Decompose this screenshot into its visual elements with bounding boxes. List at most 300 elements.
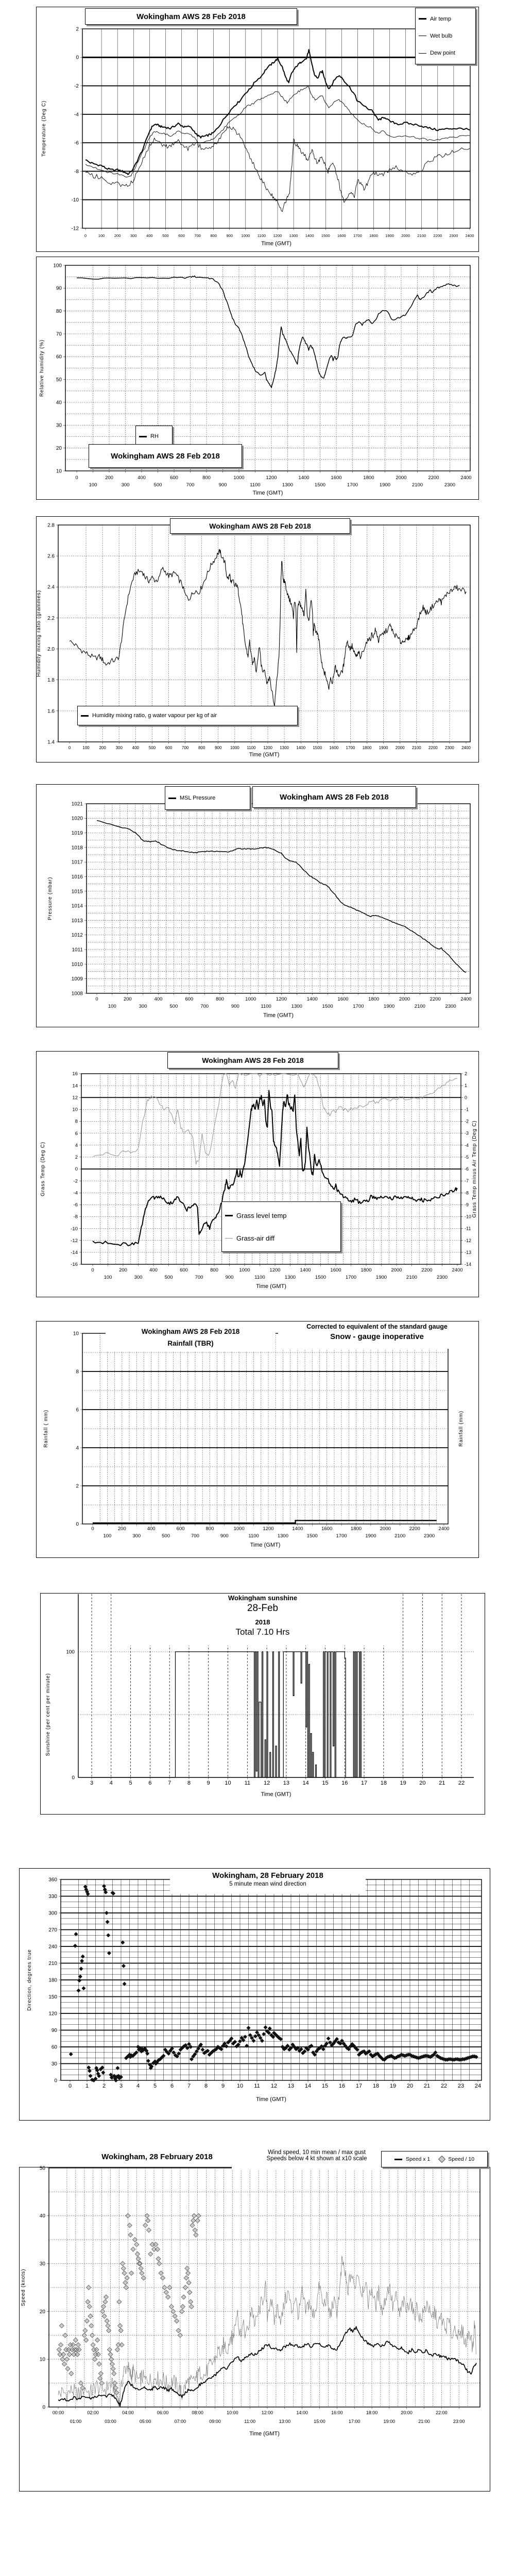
svg-text:2: 2 — [76, 1483, 79, 1489]
legend — [221, 1201, 341, 1252]
svg-text:1.4: 1.4 — [47, 739, 55, 745]
chart-date: 28-Feb — [247, 1603, 279, 1614]
svg-text:-8: -8 — [74, 168, 79, 175]
svg-text:1800: 1800 — [360, 1267, 372, 1273]
svg-text:8: 8 — [204, 2083, 208, 2089]
svg-text:1100: 1100 — [248, 1533, 259, 1539]
svg-text:18: 18 — [372, 2083, 380, 2089]
svg-text:0: 0 — [42, 2404, 45, 2411]
svg-text:100: 100 — [98, 233, 105, 238]
svg-text:4: 4 — [75, 1142, 78, 1148]
svg-text:1400: 1400 — [305, 233, 314, 238]
svg-text:Relative humidity (%): Relative humidity (%) — [39, 339, 45, 397]
svg-text:24: 24 — [474, 2083, 482, 2089]
humidity-plot — [0, 252, 515, 503]
svg-text:1021: 1021 — [71, 801, 83, 807]
svg-text:90: 90 — [51, 2027, 57, 2033]
sunshine-total: Total 7.10 Hrs — [235, 1627, 290, 1637]
svg-text:2200: 2200 — [409, 1526, 420, 1532]
svg-text:0: 0 — [72, 1775, 75, 1781]
svg-text:01:00: 01:00 — [70, 2419, 82, 2424]
svg-text:21:00: 21:00 — [418, 2419, 430, 2424]
svg-text:Time (GMT): Time (GMT) — [250, 1542, 281, 1548]
svg-text:1010: 1010 — [71, 961, 83, 968]
svg-text:17:00: 17:00 — [348, 2419, 360, 2424]
svg-text:-8: -8 — [73, 1214, 78, 1220]
svg-text:1000: 1000 — [233, 475, 245, 481]
svg-text:500: 500 — [162, 1533, 170, 1539]
svg-text:1.6: 1.6 — [47, 708, 55, 715]
svg-text:5: 5 — [129, 1780, 132, 1786]
svg-text:12: 12 — [270, 2083, 278, 2089]
svg-text:1008: 1008 — [71, 991, 83, 997]
svg-text:10: 10 — [72, 1107, 78, 1113]
svg-text:400: 400 — [149, 1267, 158, 1273]
svg-text:-6: -6 — [465, 1166, 469, 1172]
svg-text:-9: -9 — [465, 1202, 469, 1208]
svg-text:2100: 2100 — [411, 482, 423, 488]
svg-text:300: 300 — [134, 1275, 143, 1280]
chart-title: Wokingham sunshine — [228, 1594, 298, 1602]
svg-text:2000: 2000 — [391, 1267, 402, 1273]
svg-text:500: 500 — [153, 482, 162, 488]
svg-text:700: 700 — [194, 233, 201, 238]
svg-text:1900: 1900 — [384, 1004, 395, 1009]
svg-text:1500: 1500 — [315, 1275, 327, 1280]
svg-text:2.6: 2.6 — [47, 553, 55, 560]
svg-text:10: 10 — [236, 2083, 244, 2089]
svg-text:500: 500 — [164, 1275, 173, 1280]
svg-text:1011: 1011 — [72, 947, 83, 953]
svg-text:Time (GMT): Time (GMT) — [252, 490, 283, 496]
svg-text:07:00: 07:00 — [174, 2419, 186, 2424]
svg-text:3: 3 — [119, 2083, 123, 2089]
svg-text:-8: -8 — [465, 1190, 469, 1196]
svg-text:2400: 2400 — [461, 745, 471, 750]
wind-speed-title — [72, 2153, 242, 2165]
svg-text:13:00: 13:00 — [279, 2419, 291, 2424]
svg-text:1700: 1700 — [345, 1275, 357, 1280]
svg-text:19: 19 — [389, 2083, 397, 2089]
svg-text:1800: 1800 — [369, 233, 378, 238]
svg-text:14:00: 14:00 — [296, 2410, 308, 2415]
svg-text:3: 3 — [90, 1780, 94, 1786]
svg-text:22:00: 22:00 — [436, 2410, 448, 2415]
svg-text:18: 18 — [380, 1780, 387, 1786]
svg-text:0: 0 — [91, 1526, 94, 1532]
svg-text:21: 21 — [423, 2083, 431, 2089]
svg-text:19: 19 — [400, 1780, 406, 1786]
svg-text:1: 1 — [465, 1083, 468, 1089]
svg-text:1014: 1014 — [71, 903, 83, 909]
svg-text:1000: 1000 — [245, 996, 256, 1002]
svg-text:-3: -3 — [465, 1130, 469, 1136]
svg-text:1500: 1500 — [322, 1004, 333, 1009]
svg-text:700: 700 — [200, 1004, 209, 1009]
svg-text:1300: 1300 — [282, 482, 294, 488]
thick-line-icon — [81, 715, 89, 717]
svg-text:400: 400 — [147, 1526, 156, 1532]
svg-text:900: 900 — [225, 1275, 234, 1280]
svg-text:2000: 2000 — [395, 745, 405, 750]
svg-text:210: 210 — [48, 1960, 57, 1967]
chart-title-box — [167, 1052, 338, 1069]
thin-line-icon — [419, 53, 426, 54]
svg-text:800: 800 — [205, 1526, 214, 1532]
svg-text:1400: 1400 — [292, 1526, 303, 1532]
chart-mixing-ratio — [0, 513, 515, 762]
svg-text:0: 0 — [76, 55, 79, 61]
svg-text:06:00: 06:00 — [157, 2410, 169, 2415]
svg-text:Time (GMT): Time (GMT) — [263, 1012, 294, 1019]
svg-text:18:00: 18:00 — [366, 2410, 378, 2415]
svg-text:7: 7 — [168, 1780, 171, 1786]
svg-text:2100: 2100 — [411, 745, 421, 750]
svg-text:6: 6 — [75, 1130, 78, 1137]
svg-text:-1: -1 — [465, 1107, 469, 1112]
svg-text:1500: 1500 — [314, 482, 326, 488]
svg-text:0: 0 — [465, 1095, 468, 1100]
svg-text:0: 0 — [54, 2078, 57, 2084]
svg-text:800: 800 — [210, 1267, 218, 1273]
svg-text:900: 900 — [218, 482, 227, 488]
svg-text:400: 400 — [154, 996, 163, 1002]
svg-text:1300: 1300 — [289, 233, 298, 238]
svg-text:-16: -16 — [71, 1262, 78, 1268]
svg-text:2100: 2100 — [417, 233, 426, 238]
svg-text:900: 900 — [220, 1533, 229, 1539]
svg-text:03:00: 03:00 — [105, 2419, 116, 2424]
chart-subtitle: Rainfall (TBR) — [167, 1339, 214, 1347]
svg-text:150: 150 — [48, 1994, 57, 2000]
svg-text:1015: 1015 — [71, 889, 83, 895]
svg-text:70: 70 — [56, 331, 62, 337]
svg-text:800: 800 — [202, 475, 211, 481]
svg-text:7: 7 — [187, 2083, 191, 2089]
svg-text:100: 100 — [53, 263, 62, 269]
svg-text:-12: -12 — [71, 226, 79, 232]
svg-text:2.2: 2.2 — [47, 615, 55, 621]
svg-text:2: 2 — [75, 1155, 78, 1161]
svg-text:2300: 2300 — [424, 1533, 435, 1539]
chart-pressure — [0, 780, 515, 1030]
svg-text:09:00: 09:00 — [209, 2419, 221, 2424]
svg-text:1000: 1000 — [230, 745, 239, 750]
svg-text:1100: 1100 — [254, 1275, 265, 1280]
svg-text:1800: 1800 — [368, 996, 380, 1002]
rainfall-plot — [0, 1317, 515, 1560]
svg-text:Pressure (mbar): Pressure (mbar) — [47, 876, 53, 921]
svg-text:23: 23 — [457, 2083, 465, 2089]
svg-text:1600: 1600 — [329, 745, 339, 750]
svg-text:1009: 1009 — [71, 976, 83, 982]
svg-text:2100: 2100 — [394, 1533, 406, 1539]
svg-text:2300: 2300 — [445, 1004, 456, 1009]
svg-text:11: 11 — [254, 2083, 260, 2089]
svg-text:17: 17 — [355, 2083, 363, 2089]
svg-text:Grass Temp minus Air Temp (Deg: Grass Temp minus Air Temp (Deg C) — [472, 1120, 477, 1218]
svg-text:-2: -2 — [465, 1118, 469, 1124]
svg-text:900: 900 — [215, 745, 222, 750]
svg-text:200: 200 — [123, 996, 132, 1002]
svg-text:00:00: 00:00 — [52, 2410, 64, 2415]
svg-text:2400: 2400 — [460, 475, 472, 481]
svg-text:1200: 1200 — [276, 996, 287, 1002]
thick-line-icon — [139, 436, 147, 437]
wind-speed-plot — [0, 2148, 515, 2499]
svg-text:1000: 1000 — [239, 1267, 250, 1273]
svg-text:17: 17 — [360, 1780, 368, 1786]
grass-temp-plot — [0, 1047, 515, 1299]
svg-text:-13: -13 — [465, 1249, 472, 1255]
svg-text:1300: 1300 — [284, 1275, 296, 1280]
svg-text:20: 20 — [39, 2309, 45, 2315]
svg-text:1000: 1000 — [233, 1526, 245, 1532]
svg-text:30: 30 — [51, 2061, 57, 2067]
svg-text:40: 40 — [39, 2213, 45, 2219]
svg-text:700: 700 — [186, 482, 195, 488]
svg-text:60: 60 — [51, 2044, 57, 2050]
svg-text:Time (GMT): Time (GMT) — [261, 241, 291, 247]
svg-text:0: 0 — [95, 996, 98, 1002]
svg-text:1400: 1400 — [296, 745, 306, 750]
svg-text:2300: 2300 — [444, 482, 456, 488]
svg-text:1400: 1400 — [300, 1267, 311, 1273]
legend-item: Speed x 1 — [394, 2156, 430, 2162]
svg-text:600: 600 — [176, 1526, 185, 1532]
svg-text:1900: 1900 — [379, 745, 388, 750]
svg-text:10: 10 — [225, 1780, 231, 1786]
svg-text:23:00: 23:00 — [453, 2419, 465, 2424]
svg-text:900: 900 — [231, 1004, 239, 1009]
svg-text:2300: 2300 — [436, 1275, 448, 1280]
svg-text:15:00: 15:00 — [314, 2419, 325, 2424]
svg-text:-4: -4 — [465, 1142, 469, 1148]
svg-text:1700: 1700 — [347, 482, 358, 488]
svg-text:600: 600 — [185, 996, 194, 1002]
svg-text:400: 400 — [146, 233, 153, 238]
svg-text:100: 100 — [66, 1649, 75, 1655]
svg-text:300: 300 — [130, 233, 137, 238]
svg-text:1500: 1500 — [321, 233, 330, 238]
svg-text:120: 120 — [48, 2011, 57, 2017]
svg-text:200: 200 — [105, 475, 113, 481]
svg-text:300: 300 — [115, 745, 123, 750]
chart-wind-direction — [0, 1864, 515, 2123]
svg-text:200: 200 — [99, 745, 106, 750]
legend-item: RH — [139, 433, 159, 439]
svg-text:2400: 2400 — [438, 1526, 450, 1532]
svg-text:1300: 1300 — [280, 745, 289, 750]
svg-text:4: 4 — [109, 1780, 113, 1786]
svg-text:1500: 1500 — [313, 745, 322, 750]
svg-text:1900: 1900 — [365, 1533, 376, 1539]
svg-text:1300: 1300 — [277, 1533, 288, 1539]
svg-text:2400: 2400 — [465, 233, 474, 238]
svg-text:4: 4 — [136, 2083, 140, 2089]
legend-item: Humidity mixing ratio, g water vapour per kg of air — [81, 713, 217, 719]
chart-title: Wokingham, 28 February 2018 — [212, 1871, 323, 1880]
svg-text:1600: 1600 — [330, 1267, 341, 1273]
svg-text:9: 9 — [221, 2083, 225, 2089]
thick-line-icon — [394, 2159, 402, 2160]
svg-text:1100: 1100 — [261, 1004, 271, 1009]
svg-text:200: 200 — [114, 233, 121, 238]
legend — [77, 706, 298, 725]
legend — [415, 8, 476, 64]
svg-text:2: 2 — [102, 2083, 106, 2089]
svg-text:2100: 2100 — [414, 1004, 425, 1009]
chart-temperature — [0, 4, 515, 255]
svg-text:400: 400 — [138, 475, 146, 481]
svg-text:40: 40 — [56, 400, 62, 406]
svg-text:270: 270 — [48, 1927, 57, 1933]
chart-sunshine — [0, 1589, 515, 1816]
svg-text:8: 8 — [187, 1780, 191, 1786]
svg-text:1400: 1400 — [298, 475, 310, 481]
svg-text:100: 100 — [89, 482, 97, 488]
svg-text:-10: -10 — [71, 1226, 78, 1232]
svg-text:-2: -2 — [74, 83, 79, 89]
svg-text:50: 50 — [56, 377, 62, 383]
chart-title: Wokingham AWS 28 Feb 2018 — [280, 792, 389, 802]
diamond-icon — [438, 2156, 445, 2163]
thick-line-icon — [168, 798, 176, 799]
svg-text:2300: 2300 — [445, 745, 454, 750]
svg-text:100: 100 — [108, 1004, 116, 1009]
svg-text:2200: 2200 — [433, 233, 442, 238]
svg-text:8: 8 — [75, 1118, 78, 1125]
wind-direction-title-block — [170, 1871, 366, 1894]
chart-title: Wokingham AWS 28 Feb 2018 — [202, 1056, 304, 1064]
svg-text:6: 6 — [76, 1407, 79, 1413]
legend-item: Grass level temp — [225, 1212, 287, 1219]
svg-text:13: 13 — [287, 2083, 295, 2089]
svg-text:22: 22 — [458, 1780, 465, 1786]
svg-text:1400: 1400 — [306, 996, 318, 1002]
svg-text:2.4: 2.4 — [47, 584, 55, 590]
svg-text:200: 200 — [117, 1526, 126, 1532]
svg-text:20:00: 20:00 — [401, 2410, 413, 2415]
legend — [381, 2151, 488, 2167]
svg-text:1600: 1600 — [337, 996, 349, 1002]
chart-subtitle: Wind speed, 10 min mean / max gust — [268, 2149, 366, 2156]
svg-text:16:00: 16:00 — [331, 2410, 343, 2415]
svg-text:1600: 1600 — [331, 475, 342, 481]
svg-text:0: 0 — [75, 1166, 78, 1173]
svg-text:16: 16 — [338, 2083, 346, 2089]
svg-text:700: 700 — [195, 1275, 203, 1280]
svg-text:1100: 1100 — [247, 745, 256, 750]
svg-text:4: 4 — [76, 1445, 79, 1451]
svg-text:14: 14 — [302, 1780, 309, 1786]
svg-text:12:00: 12:00 — [261, 2410, 273, 2415]
svg-text:Time (GMT): Time (GMT) — [256, 2096, 286, 2103]
svg-text:600: 600 — [180, 1267, 188, 1273]
chart-subtitle: Speeds below 4 kt shown at x10 scale — [266, 2156, 367, 2162]
svg-text:2.0: 2.0 — [47, 646, 55, 652]
svg-text:2300: 2300 — [449, 233, 458, 238]
svg-text:100: 100 — [82, 745, 90, 750]
svg-text:800: 800 — [198, 745, 205, 750]
svg-text:10: 10 — [56, 468, 62, 474]
svg-text:1200: 1200 — [263, 745, 272, 750]
svg-text:2000: 2000 — [396, 475, 407, 481]
svg-text:0: 0 — [84, 233, 87, 238]
svg-text:1500: 1500 — [306, 1533, 318, 1539]
svg-text:Rainfall (mm): Rainfall (mm) — [458, 1411, 464, 1447]
svg-text:1200: 1200 — [263, 1526, 274, 1532]
legend-item: Dew point — [419, 50, 455, 56]
svg-text:08:00: 08:00 — [192, 2410, 203, 2415]
wind-speed-subtitle-block — [232, 2149, 402, 2170]
legend-item: MSL Pressure — [168, 795, 215, 801]
svg-text:Time (GMT): Time (GMT) — [261, 1791, 291, 1798]
svg-text:2000: 2000 — [401, 233, 410, 238]
svg-text:1000: 1000 — [241, 233, 250, 238]
svg-text:0: 0 — [91, 1267, 94, 1273]
svg-text:-6: -6 — [73, 1202, 78, 1208]
svg-text:2: 2 — [76, 26, 79, 32]
svg-text:04:00: 04:00 — [122, 2410, 134, 2415]
svg-text:05:00: 05:00 — [139, 2419, 151, 2424]
svg-text:1200: 1200 — [266, 475, 277, 481]
rainfall-title-block — [106, 1326, 276, 1352]
svg-text:0: 0 — [75, 475, 78, 481]
svg-text:9: 9 — [207, 1780, 210, 1786]
svg-text:1019: 1019 — [71, 831, 83, 837]
svg-text:1700: 1700 — [353, 233, 362, 238]
svg-text:Direction, degrees true: Direction, degrees true — [27, 1949, 32, 2011]
svg-text:0: 0 — [68, 2083, 72, 2089]
svg-text:-6: -6 — [74, 140, 79, 146]
chart-title: Wokingham AWS 28 Feb 2018 — [141, 1328, 240, 1335]
svg-text:300: 300 — [132, 1533, 141, 1539]
svg-text:-7: -7 — [465, 1178, 469, 1184]
svg-text:Time (GMT): Time (GMT) — [249, 752, 280, 758]
svg-text:2400: 2400 — [460, 996, 472, 1002]
svg-text:10:00: 10:00 — [227, 2410, 238, 2415]
svg-text:2: 2 — [465, 1071, 468, 1077]
svg-text:1012: 1012 — [71, 933, 83, 939]
chart-title-box — [170, 518, 350, 534]
svg-text:21: 21 — [439, 1780, 445, 1786]
legend-item: Air temp — [419, 16, 451, 22]
svg-text:5: 5 — [153, 2083, 157, 2089]
svg-text:-14: -14 — [465, 1262, 472, 1267]
svg-text:Sunshine (per cent per minute): Sunshine (per cent per minute) — [45, 1673, 51, 1756]
svg-text:15: 15 — [321, 2083, 329, 2089]
svg-text:1700: 1700 — [346, 745, 355, 750]
svg-text:600: 600 — [165, 745, 173, 750]
wind-direction-plot — [0, 1864, 515, 2123]
svg-text:1100: 1100 — [257, 233, 266, 238]
svg-text:60: 60 — [56, 354, 62, 360]
svg-text:1600: 1600 — [337, 233, 346, 238]
chart-title: Wokingham, 28 February 2018 — [101, 2153, 213, 2161]
svg-text:100: 100 — [104, 1275, 112, 1280]
svg-text:600: 600 — [178, 233, 185, 238]
svg-text:19:00: 19:00 — [383, 2419, 396, 2424]
svg-text:300: 300 — [48, 1910, 57, 1917]
svg-text:2100: 2100 — [406, 1275, 418, 1280]
svg-text:1700: 1700 — [336, 1533, 347, 1539]
svg-text:11: 11 — [244, 1780, 251, 1786]
svg-text:700: 700 — [191, 1533, 199, 1539]
svg-text:20: 20 — [419, 1780, 426, 1786]
svg-text:1018: 1018 — [71, 845, 83, 851]
svg-text:0: 0 — [76, 1521, 79, 1528]
